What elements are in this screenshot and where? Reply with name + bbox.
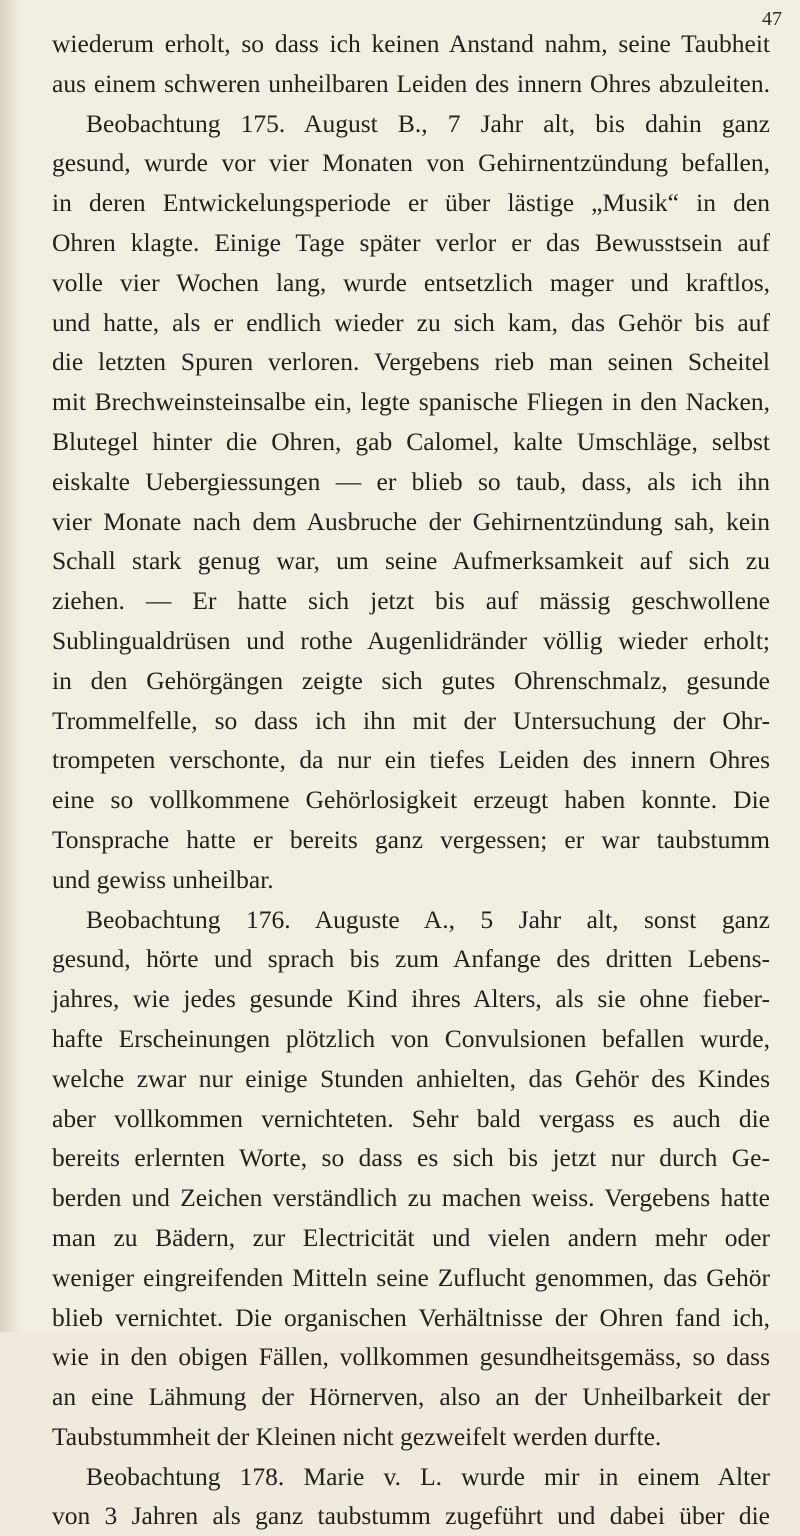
observation-heading-line: Beobachtung 178. Marie v. L. wurde mir in einem Alter [86,1461,770,1491]
text-line: vier Monate nach dem Ausbruche der Gehirnentzündung sah, kein [52,506,770,536]
page-number: 47 [762,8,782,30]
text-line: blieb vernichtet. Die organischen Verhältnisse der Ohren fand ich, [52,1302,770,1332]
text-line: jahres, wie jedes gesunde Kind ihres Alters, als sie ohne fieber- [52,984,770,1014]
text-line: Ohren klagte. Einige Tage später verlor er das Bewusstsein auf [52,227,770,257]
text-line: von 3 Jahren als ganz taubstumm zugeführt und dabei über die [52,1501,770,1531]
text-line: Trommelfelle, so dass ich ihn mit der Untersuchung der Ohr- [52,705,770,735]
text-line: Sublingualdrüsen und rothe Augenlidränder völlig wieder erholt; [52,625,770,655]
text-line: gesund, wurde vor vier Monaten von Gehirnentzündung befallen, [52,148,770,178]
text-line: aus einem schweren unheilbaren Leiden des innern Ohres abzuleiten. [52,68,770,98]
text-line: hafte Erscheinungen plötzlich von Convulsionen befallen wurde, [52,1023,770,1053]
text-line: in deren Entwickelungsperiode er über lästige „Musik“ in den [52,188,770,218]
text-line: trompeten verschonte, da nur ein tiefes Leiden des innern Ohres [52,745,770,775]
text-line: und gewiss unheilbar. [52,864,274,894]
text-line: an eine Lähmung der Hörnerven, also an der Unheilbarkeit der [52,1382,770,1412]
text-line: Schall stark genug war, um seine Aufmerksamkeit auf sich zu [52,546,770,576]
text-line: eine so vollkommene Gehörlosigkeit erzeugt haben konnte. Die [52,785,770,815]
text-line: weniger eingreifenden Mitteln seine Zuflucht genommen, das Gehör [52,1262,770,1292]
text-line: und hatte, als er endlich wieder zu sich kam, das Gehör bis auf [52,307,770,337]
text-line: mit Brechweinsteinsalbe ein, legte spanische Fliegen in den Nacken, [52,387,770,417]
text-line: in den Gehörgängen zeigte sich gutes Ohrenschmalz, gesunde [52,665,770,695]
text-line: welche zwar nur einige Stunden anhielten, das Gehör des Kindes [52,1063,770,1093]
text-line: aber vollkommen vernichteten. Sehr bald vergass es auch die [52,1103,770,1133]
binding-gutter [0,0,22,1332]
text-line: volle vier Wochen lang, wurde entsetzlich mager und kraftlos, [52,267,770,297]
body-text [52,24,770,1536]
text-line: gesund, hörte und sprach bis zum Anfange des dritten Lebens- [52,944,770,974]
text-line: eiskalte Uebergiessungen — er blieb so taub, dass, als ich ihn [52,466,770,496]
observation-heading-line: Beobachtung 175. August B., 7 Jahr alt, bis dahin ganz [86,108,770,138]
text-line: wiederum erholt, so dass ich keinen Anstand nahm, seine Taubheit [52,29,770,58]
text-line: ziehen. — Er hatte sich jetzt bis auf mässig geschwollene [52,586,770,616]
observation-heading-line: Beobachtung 176. Auguste A., 5 Jahr alt, sonst ganz [86,904,770,934]
text-line: Tonsprache hatte er bereits ganz vergessen; er war taubstumm [52,824,770,854]
text-line: Blutegel hinter die Ohren, gab Calomel, kalte Umschläge, selbst [52,426,770,456]
text-line: die letzten Spuren verloren. Vergebens rieb man seinen Scheitel [52,347,770,377]
text-line: wie in den obigen Fällen, vollkommen gesundheitsgemäss, so dass [52,1342,770,1372]
text-line: Taubstummheit der Kleinen nicht gezweifelt werden durfte. [52,1421,662,1451]
text-line: man zu Bädern, zur Electricität und vielen andern mehr oder [52,1222,770,1252]
text-line: bereits erlernten Worte, so dass es sich bis jetzt nur durch Ge- [52,1143,770,1173]
text-line: berden und Zeichen verständlich zu machen weiss. Vergebens hatte [52,1183,770,1213]
